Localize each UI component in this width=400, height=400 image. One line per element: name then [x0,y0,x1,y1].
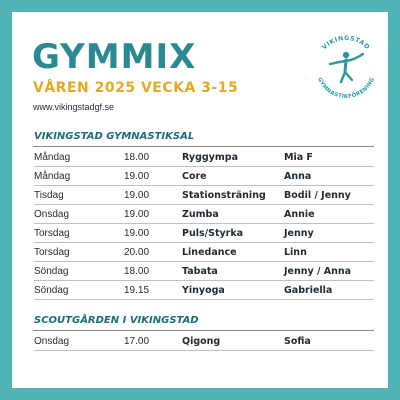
svg-text:GYMNASTIKFÖRENING [316,77,376,100]
section-heading-scoutgarden: SCOUTGÅRDEN I VIKINGSTAD [34,315,199,326]
row-activity: Qigong [182,336,221,347]
club-logo [308,30,384,106]
row-activity: Ryggympa [182,152,238,163]
row-day: Onsdag [34,336,70,347]
row-activity: Yinyoga [182,285,225,296]
row-activity: Puls/Styrka [182,228,244,239]
schedule-row [34,263,374,281]
row-leader: Anna [284,171,312,182]
row-leader: Mia F [284,152,313,163]
row-divider [34,185,374,186]
row-leader: Gabriella [284,285,333,296]
row-day: Torsdag [34,247,70,258]
svg-text:VIKINGSTAD [321,35,371,51]
logo-ring-text-top: VIKINGSTAD [321,34,371,52]
section-heading-gymnastiksal: VIKINGSTAD GYMNASTIKSAL [34,131,195,142]
row-divider [34,166,374,167]
gymnast-figure-icon [330,52,363,82]
row-day: Måndag [34,152,71,163]
row-divider [34,204,374,205]
row-activity: Zumba [182,209,219,220]
schedule-row [34,225,374,243]
schedule-row [34,244,374,262]
row-time: 17.00 [124,336,150,347]
section-divider [33,146,374,147]
page-subtitle: VÅREN 2025 VECKA 3-15 [33,80,239,96]
row-divider [34,261,374,262]
row-day: Onsdag [34,209,70,220]
row-leader: Jenny / Anna [284,266,352,277]
row-day: Torsdag [34,228,70,239]
row-day: Söndag [34,285,69,296]
schedule-row [34,333,374,351]
row-time: 19.00 [124,171,150,182]
schedule-row [34,187,374,205]
row-activity: Tabata [182,266,218,277]
website-link[interactable]: www.vikingstadgf.se [33,102,115,112]
row-time: 19.00 [124,228,150,239]
row-activity: Core [182,171,207,182]
schedule-row [34,282,374,300]
row-leader: Annie [284,209,315,220]
logo-ring-text-bottom: GYMNASTIKFÖRENING [315,76,377,101]
row-time: 19.00 [124,190,150,201]
row-divider [34,242,374,243]
row-leader: Sofia [284,336,311,347]
row-time: 18.00 [124,152,150,163]
row-time: 18.00 [124,266,150,277]
row-day: Söndag [34,266,69,277]
page-title: GYMMIX [32,37,197,77]
row-leader: Jenny [284,228,314,239]
row-time: 19.15 [124,285,150,296]
row-divider [34,350,374,351]
schedule-card [12,12,388,388]
row-day: Måndag [34,171,71,182]
row-activity: Linedance [182,247,237,258]
row-leader: Linn [284,247,307,258]
row-time: 19.00 [124,209,150,220]
schedule-row [34,149,374,167]
row-divider [34,299,374,300]
section-divider [33,330,374,331]
schedule-row [34,206,374,224]
row-divider [34,280,374,281]
schedule-row [34,168,374,186]
row-day: Tisdag [34,190,64,201]
row-time: 20.00 [124,247,150,258]
row-activity: Stationsträning [182,190,266,201]
row-divider [34,223,374,224]
row-leader: Bodil / Jenny [284,190,351,201]
